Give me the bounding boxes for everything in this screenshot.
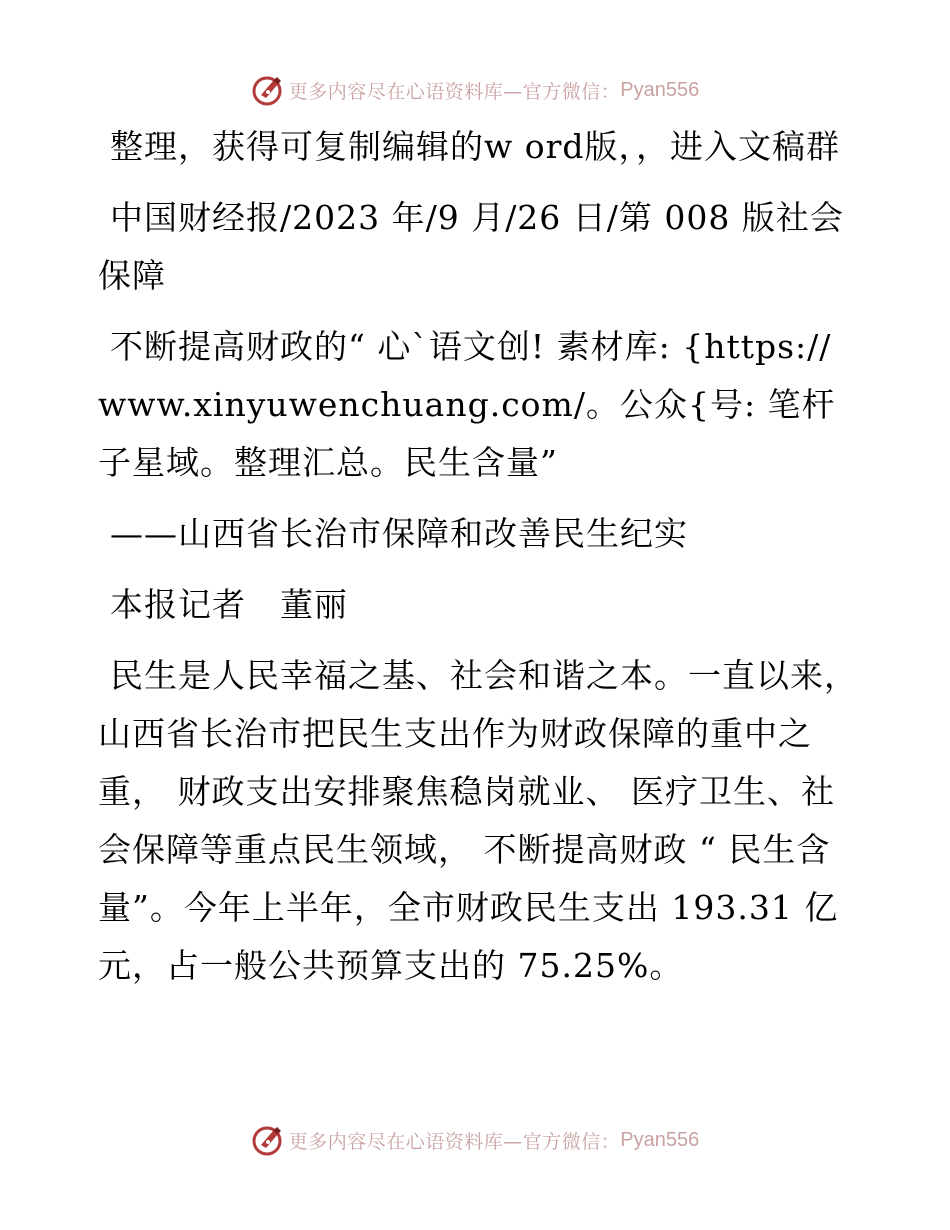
footer-watermark-banner (0, 1120, 950, 1160)
paragraph-body: 民生是人民幸福之基、社会和谐之本。一直以来，山西省长治市把民生支出作为财政保障的重中之重， 财政支出安排聚焦稳岗就业、 医疗卫生、社会保障等重点民生领域， 不断提高财政 “ 民生含量”。今年上半年，全市财政民生支出 193.31 亿元，占一般公共预算支出的 75.25%。 (98, 656, 858, 985)
paragraph-byline: 本报记者 董丽 (110, 585, 348, 624)
banner-text: 更多内容尽在心语资料库—官方微信： (288, 1130, 621, 1153)
paragraph-intro: 整理，获得可复制编辑的w ord版，，进入文稿群 (110, 127, 841, 166)
paragraph-subtitle: ——山西省长治市保障和改善民生纪实 (110, 514, 688, 553)
pen-nib-circle-icon (251, 73, 285, 107)
paragraph-title: 不断提高财政的“ 心`语文创! 素材库: {https://www.xinyuwenchuang.com/。公众{号: 笔杆子星域。整理汇总。民生含量” (98, 327, 836, 482)
paragraph-source: 中国财经报/2023 年/9 月/26 日/第 008 版社会保障 (98, 198, 844, 295)
header-watermark-banner (0, 70, 950, 110)
document-body (98, 118, 858, 1008)
banner-text: 更多内容尽在心语资料库—官方微信： (288, 80, 621, 103)
banner-wechat-id: Pyan556 (620, 78, 700, 101)
banner-wechat-id: Pyan556 (620, 1128, 700, 1151)
pen-nib-circle-icon (251, 1123, 285, 1157)
